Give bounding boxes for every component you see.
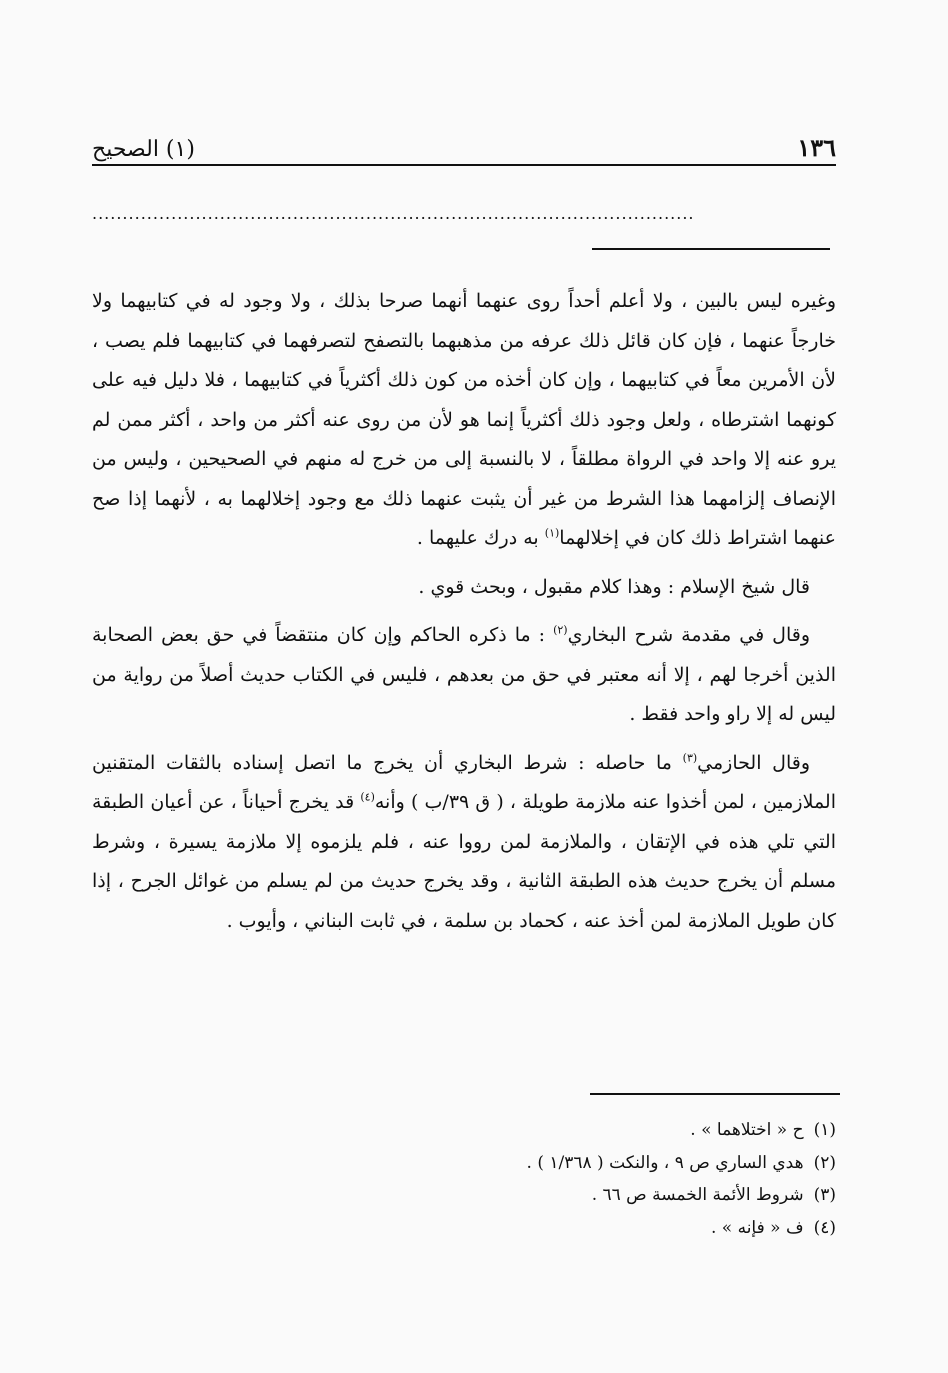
- footnote-3: [92, 1179, 836, 1212]
- running-header: [92, 128, 836, 162]
- page-number: ١٣٦: [797, 133, 836, 162]
- section-rule: [592, 248, 830, 250]
- chapter-title: (١) الصحيح: [92, 137, 195, 162]
- paragraph-text: قد يخرج أحياناً ، عن أعيان الطبقة التي تلي هذه في الإتقان ، والملازمة لمن رووا عنه ، فلم يلزموه إلا ملازمة يسيرة ، وشرط مسلم أن يخرج حديث هذه الطبقة الثانية ، وقد يخرج حديث من لم يسلم من غوائل الجرح ، إذا كان طويل الملازمة لمن أخذ عنه ، كحماد بن سلمة ، في ثابت البناني ، وأيوب .: [92, 791, 836, 932]
- paragraph-2: [92, 568, 836, 608]
- footnote-ref-2[interactable]: (٢): [553, 623, 568, 637]
- footnote-2: [92, 1147, 836, 1180]
- footnote-text: ف « فإنه » .: [710, 1217, 804, 1238]
- paragraph-text: : ما ذكره الحاكم وإن كان منتقضاً في حق بعض الصحابة الذين أخرجا لهم ، إلا أنه معتبر في حق من بعدهم ، فليس في الكتاب حديث أصلاً من رواية من ليس له إلا راو واحد فقط .: [92, 624, 836, 725]
- header-rule: [92, 164, 836, 166]
- footnotes-rule: [590, 1093, 840, 1095]
- paragraph-3: [92, 616, 836, 735]
- footnote-ref-1[interactable]: (١): [544, 526, 560, 540]
- footnote-ref-3[interactable]: (٣): [682, 751, 698, 765]
- footnote-marker: (٢): [813, 1152, 836, 1173]
- paragraph-text: وقال في مقدمة شرح البخاري: [567, 624, 811, 646]
- paragraph-text: ما حاصله : شرط البخاري أن يخرج ما اتصل إسناده بالثقات المتقنين الملازمين ، لمن أخذوا عنه ملازمة طويلة ، ( ق ٣٩/ب ) وأنه: [92, 751, 836, 813]
- footnote-marker: (١): [813, 1120, 836, 1140]
- footnotes: [92, 1114, 836, 1244]
- paragraph-4: [92, 744, 836, 942]
- paragraph-text: به درك عليهما .: [416, 527, 545, 549]
- paragraph-text: وقال الحازمي: [697, 751, 810, 774]
- main-text: [92, 282, 836, 950]
- footnote-marker: (٣): [813, 1185, 836, 1205]
- paragraph-1: [92, 282, 836, 559]
- footnote-text: هدي الساري ص ٩ ، والنكت ( ١/٣٦٨ ) .: [526, 1152, 804, 1173]
- paragraph-text: وغيره ليس بالبين ، ولا أعلم أحداً روى عنهما أنهما صرحا بذلك ، ولا وجود له في كتابيهما ولا خارجاً عنهما ، فإن كان قائل ذلك عرفه من مذهبهما بالتصفح لتصرفهما في كتابيهما فلم يصب ، لأن الأمرين معاً في كتابيهما ، وإن كان أخذه من كون ذلك أكثرياً في كتابيهما ، فلا دليل فيه على كونهما اشترطاه ، ولعل وجود ذلك أكثرياً إنما هو لأن من روى عنه أكثر من واحد ، أكثر ممن لم يرو عنه إلا واحد في الرواة مطلقاً ، لا بالنسبة إلى من خرج له منهم في الصحيحين ، وليس من الإنصاف إلزامهما هذا الشرط من غير أن يثبت عنهما ذلك مع وجود إخلالهما به ، لأنهما إذا صح عنهما اشتراط ذلك كان في إخلالهما: [92, 290, 836, 549]
- footnote-4: [92, 1212, 836, 1245]
- footnote-ref-4[interactable]: (٤): [360, 790, 375, 804]
- footnote-1: [92, 1114, 836, 1147]
- dotted-separator: ...................................................................................................: [92, 204, 695, 223]
- paragraph-text: قال شيخ الإسلام : وهذا كلام مقبول ، وبحث قوي .: [418, 575, 810, 598]
- footnote-text: شروط الأئمة الخمسة ص ٦٦ .: [591, 1185, 804, 1205]
- footnote-marker: (٤): [813, 1217, 836, 1238]
- footnote-text: ح « اختلاهما » .: [690, 1120, 804, 1140]
